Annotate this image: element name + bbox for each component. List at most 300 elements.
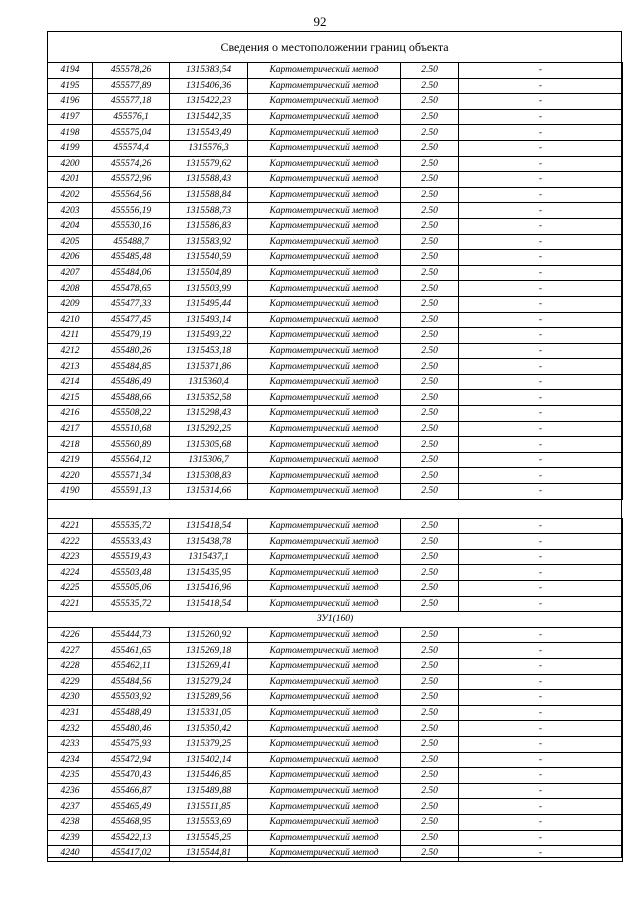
- table-row: [48, 390, 623, 406]
- precision-cell: 2.50: [401, 736, 459, 752]
- point-number-cell: 4199: [48, 140, 93, 156]
- table-row: [48, 109, 623, 125]
- x-coordinate-cell: 455488,7: [93, 234, 170, 250]
- precision-cell: 2.50: [401, 484, 459, 500]
- y-coordinate-cell: 1315442,35: [170, 109, 248, 125]
- point-number-cell: 4237: [48, 799, 93, 815]
- precision-cell: 2.50: [401, 690, 459, 706]
- y-coordinate-cell: 1315292,25: [170, 421, 248, 437]
- description-cell: -: [459, 125, 623, 141]
- table-row: [48, 203, 623, 219]
- point-number-cell: 4236: [48, 783, 93, 799]
- description-cell: -: [459, 218, 623, 234]
- method-cell: Картометрический метод: [248, 203, 401, 219]
- x-coordinate-cell: 455477,33: [93, 296, 170, 312]
- table-row: [48, 705, 623, 721]
- precision-cell: 2.50: [401, 78, 459, 94]
- table-row: [48, 296, 623, 312]
- method-cell: Картометрический метод: [248, 674, 401, 690]
- y-coordinate-cell: 1315360,4: [170, 374, 248, 390]
- y-coordinate-cell: 1315495,44: [170, 296, 248, 312]
- precision-cell: 2.50: [401, 406, 459, 422]
- method-cell: Картометрический метод: [248, 328, 401, 344]
- section-label: ЗУ1(160): [48, 612, 623, 628]
- y-coordinate-cell: 1315279,24: [170, 674, 248, 690]
- method-cell: Картометрический метод: [248, 518, 401, 534]
- point-number-cell: 4196: [48, 94, 93, 110]
- point-number-cell: 4217: [48, 421, 93, 437]
- y-coordinate-cell: 1315416,96: [170, 581, 248, 597]
- y-coordinate-cell: 1315331,05: [170, 705, 248, 721]
- description-cell: -: [459, 799, 623, 815]
- point-number-cell: 4235: [48, 768, 93, 784]
- method-cell: Картометрический метод: [248, 359, 401, 375]
- method-cell: Картометрический метод: [248, 846, 401, 862]
- y-coordinate-cell: 1315437,1: [170, 549, 248, 565]
- table-row: [48, 783, 623, 799]
- x-coordinate-cell: 455577,18: [93, 94, 170, 110]
- point-number-cell: 4195: [48, 78, 93, 94]
- precision-cell: 2.50: [401, 768, 459, 784]
- blank-cell: [48, 499, 623, 518]
- x-coordinate-cell: 455465,49: [93, 799, 170, 815]
- method-cell: Картометрический метод: [248, 234, 401, 250]
- method-cell: Картометрический метод: [248, 437, 401, 453]
- y-coordinate-cell: 1315504,89: [170, 265, 248, 281]
- precision-cell: 2.50: [401, 437, 459, 453]
- method-cell: Картометрический метод: [248, 140, 401, 156]
- description-cell: -: [459, 643, 623, 659]
- point-number-cell: 4194: [48, 63, 93, 79]
- y-coordinate-cell: 1315402,14: [170, 752, 248, 768]
- precision-cell: 2.50: [401, 468, 459, 484]
- description-cell: -: [459, 674, 623, 690]
- y-coordinate-cell: 1315553,69: [170, 814, 248, 830]
- table-row: [48, 156, 623, 172]
- table-row: [48, 721, 623, 737]
- x-coordinate-cell: 455484,56: [93, 674, 170, 690]
- description-cell: -: [459, 343, 623, 359]
- table-row: [48, 768, 623, 784]
- point-number-cell: 4212: [48, 343, 93, 359]
- x-coordinate-cell: 455466,87: [93, 783, 170, 799]
- precision-cell: 2.50: [401, 518, 459, 534]
- precision-cell: 2.50: [401, 565, 459, 581]
- method-cell: Картометрический метод: [248, 596, 401, 612]
- table-row: [48, 565, 623, 581]
- y-coordinate-cell: 1315269,41: [170, 658, 248, 674]
- x-coordinate-cell: 455564,56: [93, 187, 170, 203]
- point-number-cell: 4215: [48, 390, 93, 406]
- description-cell: -: [459, 156, 623, 172]
- description-cell: -: [459, 109, 623, 125]
- method-cell: Картометрический метод: [248, 721, 401, 737]
- coordinates-table: [47, 62, 623, 862]
- x-coordinate-cell: 455475,93: [93, 736, 170, 752]
- precision-cell: 2.50: [401, 203, 459, 219]
- description-cell: -: [459, 234, 623, 250]
- description-cell: -: [459, 596, 623, 612]
- description-cell: -: [459, 518, 623, 534]
- method-cell: Картометрический метод: [248, 218, 401, 234]
- description-cell: -: [459, 830, 623, 846]
- point-number-cell: 4218: [48, 437, 93, 453]
- y-coordinate-cell: 1315543,49: [170, 125, 248, 141]
- point-number-cell: 4233: [48, 736, 93, 752]
- precision-cell: 2.50: [401, 783, 459, 799]
- x-coordinate-cell: 455577,89: [93, 78, 170, 94]
- method-cell: Картометрический метод: [248, 658, 401, 674]
- table-row: [48, 658, 623, 674]
- method-cell: Картометрический метод: [248, 281, 401, 297]
- point-number-cell: 4190: [48, 484, 93, 500]
- point-number-cell: 4206: [48, 250, 93, 266]
- point-number-cell: 4200: [48, 156, 93, 172]
- x-coordinate-cell: 455479,19: [93, 328, 170, 344]
- point-number-cell: 4231: [48, 705, 93, 721]
- method-cell: Картометрический метод: [248, 265, 401, 281]
- method-cell: Картометрический метод: [248, 736, 401, 752]
- table-row: [48, 94, 623, 110]
- precision-cell: 2.50: [401, 187, 459, 203]
- x-coordinate-cell: 455535,72: [93, 518, 170, 534]
- point-number-cell: 4230: [48, 690, 93, 706]
- precision-cell: 2.50: [401, 312, 459, 328]
- page-number: 92: [313, 14, 327, 29]
- point-number-cell: 4221: [48, 596, 93, 612]
- table-row: [48, 549, 623, 565]
- description-cell: -: [459, 534, 623, 550]
- point-number-cell: 4226: [48, 627, 93, 643]
- description-cell: -: [459, 328, 623, 344]
- table-row: [48, 846, 623, 862]
- x-coordinate-cell: 455576,1: [93, 109, 170, 125]
- precision-cell: 2.50: [401, 250, 459, 266]
- description-cell: -: [459, 437, 623, 453]
- table-row: [48, 814, 623, 830]
- x-coordinate-cell: 455478,65: [93, 281, 170, 297]
- table-row: [48, 452, 623, 468]
- method-cell: Картометрический метод: [248, 250, 401, 266]
- method-cell: Картометрический метод: [248, 125, 401, 141]
- method-cell: Картометрический метод: [248, 690, 401, 706]
- y-coordinate-cell: 1315418,54: [170, 518, 248, 534]
- y-coordinate-cell: 1315446,85: [170, 768, 248, 784]
- x-coordinate-cell: 455591,13: [93, 484, 170, 500]
- precision-cell: 2.50: [401, 814, 459, 830]
- y-coordinate-cell: 1315544,81: [170, 846, 248, 862]
- y-coordinate-cell: 1315379,25: [170, 736, 248, 752]
- method-cell: Картометрический метод: [248, 581, 401, 597]
- y-coordinate-cell: 1315306,7: [170, 452, 248, 468]
- point-number-cell: 4222: [48, 534, 93, 550]
- table-row: [48, 736, 623, 752]
- coordinates-table-body: [48, 63, 623, 862]
- precision-cell: 2.50: [401, 643, 459, 659]
- y-coordinate-cell: 1315489,88: [170, 783, 248, 799]
- table-row: [48, 596, 623, 612]
- method-cell: Картометрический метод: [248, 565, 401, 581]
- x-coordinate-cell: 455574,26: [93, 156, 170, 172]
- precision-cell: 2.50: [401, 627, 459, 643]
- y-coordinate-cell: 1315383,54: [170, 63, 248, 79]
- description-cell: -: [459, 172, 623, 188]
- description-cell: -: [459, 690, 623, 706]
- x-coordinate-cell: 455510,68: [93, 421, 170, 437]
- y-coordinate-cell: 1315269,18: [170, 643, 248, 659]
- point-number-cell: 4228: [48, 658, 93, 674]
- method-cell: Картометрический метод: [248, 814, 401, 830]
- precision-cell: 2.50: [401, 799, 459, 815]
- precision-cell: 2.50: [401, 581, 459, 597]
- y-coordinate-cell: 1315545,25: [170, 830, 248, 846]
- precision-cell: 2.50: [401, 63, 459, 79]
- description-cell: -: [459, 421, 623, 437]
- description-cell: -: [459, 658, 623, 674]
- description-cell: -: [459, 721, 623, 737]
- blank-row: [48, 499, 623, 518]
- x-coordinate-cell: 455488,66: [93, 390, 170, 406]
- description-cell: -: [459, 565, 623, 581]
- point-number-cell: 4198: [48, 125, 93, 141]
- x-coordinate-cell: 455519,43: [93, 549, 170, 565]
- x-coordinate-cell: 455484,85: [93, 359, 170, 375]
- point-number-cell: 4224: [48, 565, 93, 581]
- description-cell: -: [459, 374, 623, 390]
- table-row: [48, 281, 623, 297]
- y-coordinate-cell: 1315308,83: [170, 468, 248, 484]
- method-cell: Картометрический метод: [248, 109, 401, 125]
- x-coordinate-cell: 455462,11: [93, 658, 170, 674]
- precision-cell: 2.50: [401, 658, 459, 674]
- method-cell: Картометрический метод: [248, 452, 401, 468]
- table-row: [48, 63, 623, 79]
- y-coordinate-cell: 1315350,42: [170, 721, 248, 737]
- precision-cell: 2.50: [401, 109, 459, 125]
- x-coordinate-cell: 455477,45: [93, 312, 170, 328]
- point-number-cell: 4219: [48, 452, 93, 468]
- method-cell: Картометрический метод: [248, 549, 401, 565]
- description-cell: -: [459, 312, 623, 328]
- precision-cell: 2.50: [401, 172, 459, 188]
- y-coordinate-cell: 1315352,58: [170, 390, 248, 406]
- table-row: [48, 468, 623, 484]
- point-number-cell: 4208: [48, 281, 93, 297]
- method-cell: Картометрический метод: [248, 172, 401, 188]
- precision-cell: 2.50: [401, 830, 459, 846]
- method-cell: Картометрический метод: [248, 468, 401, 484]
- method-cell: Картометрический метод: [248, 484, 401, 500]
- table-row: [48, 518, 623, 534]
- x-coordinate-cell: 455535,72: [93, 596, 170, 612]
- table-row: [48, 172, 623, 188]
- table-row: [48, 752, 623, 768]
- y-coordinate-cell: 1315579,62: [170, 156, 248, 172]
- table-row: [48, 140, 623, 156]
- method-cell: Картометрический метод: [248, 752, 401, 768]
- table-title: Сведения о местоположении границ объекта: [47, 31, 622, 62]
- point-number-cell: 4221: [48, 518, 93, 534]
- method-cell: Картометрический метод: [248, 705, 401, 721]
- y-coordinate-cell: 1315298,43: [170, 406, 248, 422]
- point-number-cell: 4209: [48, 296, 93, 312]
- description-cell: -: [459, 549, 623, 565]
- section-row: [48, 612, 623, 628]
- x-coordinate-cell: 455578,26: [93, 63, 170, 79]
- table-row: [48, 343, 623, 359]
- point-number-cell: 4211: [48, 328, 93, 344]
- description-cell: -: [459, 846, 623, 862]
- description-cell: -: [459, 187, 623, 203]
- point-number-cell: 4203: [48, 203, 93, 219]
- method-cell: Картометрический метод: [248, 187, 401, 203]
- table-row: [48, 265, 623, 281]
- x-coordinate-cell: 455422,13: [93, 830, 170, 846]
- precision-cell: 2.50: [401, 218, 459, 234]
- description-cell: -: [459, 452, 623, 468]
- x-coordinate-cell: 455556,19: [93, 203, 170, 219]
- x-coordinate-cell: 455444,73: [93, 627, 170, 643]
- x-coordinate-cell: 455480,46: [93, 721, 170, 737]
- y-coordinate-cell: 1315422,23: [170, 94, 248, 110]
- x-coordinate-cell: 455575,04: [93, 125, 170, 141]
- precision-cell: 2.50: [401, 596, 459, 612]
- table-row: [48, 674, 623, 690]
- description-cell: -: [459, 250, 623, 266]
- precision-cell: 2.50: [401, 343, 459, 359]
- precision-cell: 2.50: [401, 846, 459, 862]
- precision-cell: 2.50: [401, 452, 459, 468]
- y-coordinate-cell: 1315305,68: [170, 437, 248, 453]
- description-cell: -: [459, 705, 623, 721]
- y-coordinate-cell: 1315493,22: [170, 328, 248, 344]
- y-coordinate-cell: 1315583,92: [170, 234, 248, 250]
- description-cell: -: [459, 484, 623, 500]
- precision-cell: 2.50: [401, 140, 459, 156]
- x-coordinate-cell: 455560,89: [93, 437, 170, 453]
- point-number-cell: 4214: [48, 374, 93, 390]
- x-coordinate-cell: 455564,12: [93, 452, 170, 468]
- description-cell: -: [459, 359, 623, 375]
- x-coordinate-cell: 455533,43: [93, 534, 170, 550]
- method-cell: Картометрический метод: [248, 830, 401, 846]
- y-coordinate-cell: 1315453,18: [170, 343, 248, 359]
- x-coordinate-cell: 455505,06: [93, 581, 170, 597]
- method-cell: Картометрический метод: [248, 421, 401, 437]
- x-coordinate-cell: 455470,43: [93, 768, 170, 784]
- point-number-cell: 4202: [48, 187, 93, 203]
- precision-cell: 2.50: [401, 265, 459, 281]
- method-cell: Картометрический метод: [248, 390, 401, 406]
- description-cell: -: [459, 63, 623, 79]
- precision-cell: 2.50: [401, 534, 459, 550]
- table-row: [48, 627, 623, 643]
- table-row: [48, 799, 623, 815]
- x-coordinate-cell: 455508,22: [93, 406, 170, 422]
- point-number-cell: 4232: [48, 721, 93, 737]
- precision-cell: 2.50: [401, 296, 459, 312]
- y-coordinate-cell: 1315540,59: [170, 250, 248, 266]
- description-cell: -: [459, 752, 623, 768]
- precision-cell: 2.50: [401, 328, 459, 344]
- table-row: [48, 484, 623, 500]
- x-coordinate-cell: 455417,02: [93, 846, 170, 862]
- description-cell: -: [459, 768, 623, 784]
- x-coordinate-cell: 455480,26: [93, 343, 170, 359]
- method-cell: Картометрический метод: [248, 643, 401, 659]
- x-coordinate-cell: 455488,49: [93, 705, 170, 721]
- x-coordinate-cell: 455461,65: [93, 643, 170, 659]
- y-coordinate-cell: 1315438,78: [170, 534, 248, 550]
- point-number-cell: 4204: [48, 218, 93, 234]
- x-coordinate-cell: 455486,49: [93, 374, 170, 390]
- method-cell: Картометрический метод: [248, 94, 401, 110]
- point-number-cell: 4223: [48, 549, 93, 565]
- x-coordinate-cell: 455571,34: [93, 468, 170, 484]
- method-cell: Картометрический метод: [248, 799, 401, 815]
- point-number-cell: 4229: [48, 674, 93, 690]
- description-cell: -: [459, 783, 623, 799]
- precision-cell: 2.50: [401, 234, 459, 250]
- x-coordinate-cell: 455484,06: [93, 265, 170, 281]
- x-coordinate-cell: 455530,16: [93, 218, 170, 234]
- table-row: [48, 643, 623, 659]
- x-coordinate-cell: 455485,48: [93, 250, 170, 266]
- y-coordinate-cell: 1315435,95: [170, 565, 248, 581]
- precision-cell: 2.50: [401, 94, 459, 110]
- table-row: [48, 421, 623, 437]
- precision-cell: 2.50: [401, 359, 459, 375]
- y-coordinate-cell: 1315371,86: [170, 359, 248, 375]
- table-row: [48, 437, 623, 453]
- y-coordinate-cell: 1315493,14: [170, 312, 248, 328]
- precision-cell: 2.50: [401, 390, 459, 406]
- x-coordinate-cell: 455574,4: [93, 140, 170, 156]
- method-cell: Картометрический метод: [248, 627, 401, 643]
- method-cell: Картометрический метод: [248, 78, 401, 94]
- point-number-cell: 4234: [48, 752, 93, 768]
- table-row: [48, 187, 623, 203]
- method-cell: Картометрический метод: [248, 63, 401, 79]
- table-row: [48, 78, 623, 94]
- y-coordinate-cell: 1315503,99: [170, 281, 248, 297]
- table-row: [48, 218, 623, 234]
- point-number-cell: 4197: [48, 109, 93, 125]
- description-cell: -: [459, 265, 623, 281]
- y-coordinate-cell: 1315586,83: [170, 218, 248, 234]
- precision-cell: 2.50: [401, 421, 459, 437]
- table-row: [48, 125, 623, 141]
- method-cell: Картометрический метод: [248, 768, 401, 784]
- point-number-cell: 4216: [48, 406, 93, 422]
- precision-cell: 2.50: [401, 705, 459, 721]
- description-cell: -: [459, 468, 623, 484]
- point-number-cell: 4205: [48, 234, 93, 250]
- table-row: [48, 406, 623, 422]
- description-cell: -: [459, 281, 623, 297]
- method-cell: Картометрический метод: [248, 343, 401, 359]
- method-cell: Картометрический метод: [248, 783, 401, 799]
- method-cell: Картометрический метод: [248, 156, 401, 172]
- method-cell: Картометрический метод: [248, 406, 401, 422]
- point-number-cell: 4239: [48, 830, 93, 846]
- table-row: [48, 312, 623, 328]
- table-row: [48, 234, 623, 250]
- table-row: [48, 359, 623, 375]
- description-cell: -: [459, 94, 623, 110]
- y-coordinate-cell: 1315314,66: [170, 484, 248, 500]
- precision-cell: 2.50: [401, 721, 459, 737]
